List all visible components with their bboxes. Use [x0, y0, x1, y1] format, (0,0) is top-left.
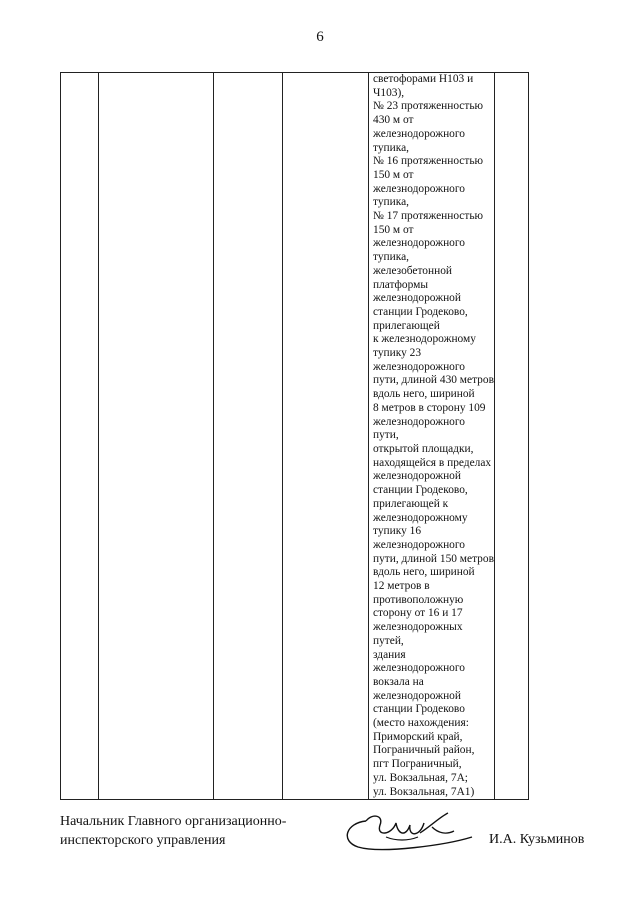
description-line: находящейся в пределах	[373, 456, 492, 469]
description-line: железнодорожного	[373, 127, 465, 140]
description-line: пути, длиной 430 метров	[373, 374, 494, 387]
description-line: железнодорожного	[373, 415, 465, 428]
description-line: станции Гродеково,	[373, 305, 468, 318]
description-line: Приморский край,	[373, 730, 463, 743]
description-cell	[369, 73, 495, 800]
table-row	[61, 73, 529, 800]
description-line: пгт Пограничный,	[373, 758, 462, 771]
description-line: тупика,	[373, 251, 409, 264]
description-line: пути, длиной 150 метров	[373, 552, 494, 565]
description-line: тупика,	[373, 141, 409, 154]
signatory-title-line2: инспекторского управления	[60, 833, 226, 848]
description-line: платформы	[373, 278, 428, 291]
description-line: № 17 протяженностью	[373, 210, 484, 223]
description-line: прилегающей	[373, 319, 440, 332]
continuation-table	[60, 72, 529, 800]
signatory-name: И.А. Кузьминов	[489, 832, 585, 847]
table-cell-col2	[99, 73, 214, 800]
description-line: железнодорожного	[373, 662, 465, 675]
description-line: 8 метров в сторону 109	[373, 401, 486, 414]
description-line: здания	[373, 648, 406, 661]
signatory-title	[60, 812, 286, 850]
description-line: 430 м от	[373, 114, 414, 127]
description-line: 150 м от	[373, 223, 414, 236]
description-text	[369, 73, 494, 799]
description-line: путей,	[373, 634, 404, 647]
description-line: Ч103),	[373, 86, 405, 99]
description-line: станции Гродеково,	[373, 484, 468, 497]
handwritten-signature	[336, 807, 476, 855]
description-line: железнодорожному	[373, 511, 468, 524]
description-line: вокзала на	[373, 675, 424, 688]
description-line: светофорами Н103 и	[373, 73, 474, 85]
description-line: пути,	[373, 429, 399, 442]
description-line: железнодорожной	[373, 689, 461, 702]
description-line: вдоль него, шириной	[373, 566, 475, 579]
description-line: железнодорожного	[373, 237, 465, 250]
description-line: вдоль него, шириной	[373, 388, 475, 401]
signatory-title-line1: Начальник Главного организационно-	[60, 814, 287, 829]
table-cell-col1	[61, 73, 99, 800]
description-line: железобетонной	[373, 264, 452, 277]
description-line: открытой площадки,	[373, 442, 474, 455]
description-line: железнодорожного	[373, 360, 465, 373]
description-line: ул. Вокзальная, 7А;	[373, 771, 468, 784]
description-line: станции Гродеково	[373, 703, 465, 716]
description-line: железнодорожного	[373, 182, 465, 195]
description-line: железнодорожной	[373, 470, 461, 483]
table-cell-col6	[494, 73, 528, 800]
table-cell-col4	[283, 73, 369, 800]
description-line: (место нахождения:	[373, 717, 469, 730]
description-line: железнодорожного	[373, 538, 465, 551]
description-line: № 23 протяженностью	[373, 100, 484, 113]
description-line: тупику 23	[373, 347, 422, 360]
description-line: тупика,	[373, 196, 409, 209]
description-line: железнодорожной	[373, 292, 461, 305]
description-line: тупику 16	[373, 525, 422, 538]
description-line: ул. Вокзальная, 7А1)	[373, 785, 475, 798]
table-cell-col3	[214, 73, 283, 800]
page-number: 6	[316, 29, 324, 45]
description-line: к железнодорожному	[373, 333, 476, 346]
description-line: Пограничный район,	[373, 744, 475, 757]
description-line: № 16 протяженностью	[373, 155, 484, 168]
description-line: прилегающей к	[373, 497, 449, 510]
description-line: 150 м от	[373, 168, 414, 181]
description-line: 12 метров в	[373, 580, 430, 593]
description-line: железнодорожных	[373, 621, 463, 634]
description-line: сторону от 16 и 17	[373, 607, 463, 620]
description-line: противоположную	[373, 593, 464, 606]
